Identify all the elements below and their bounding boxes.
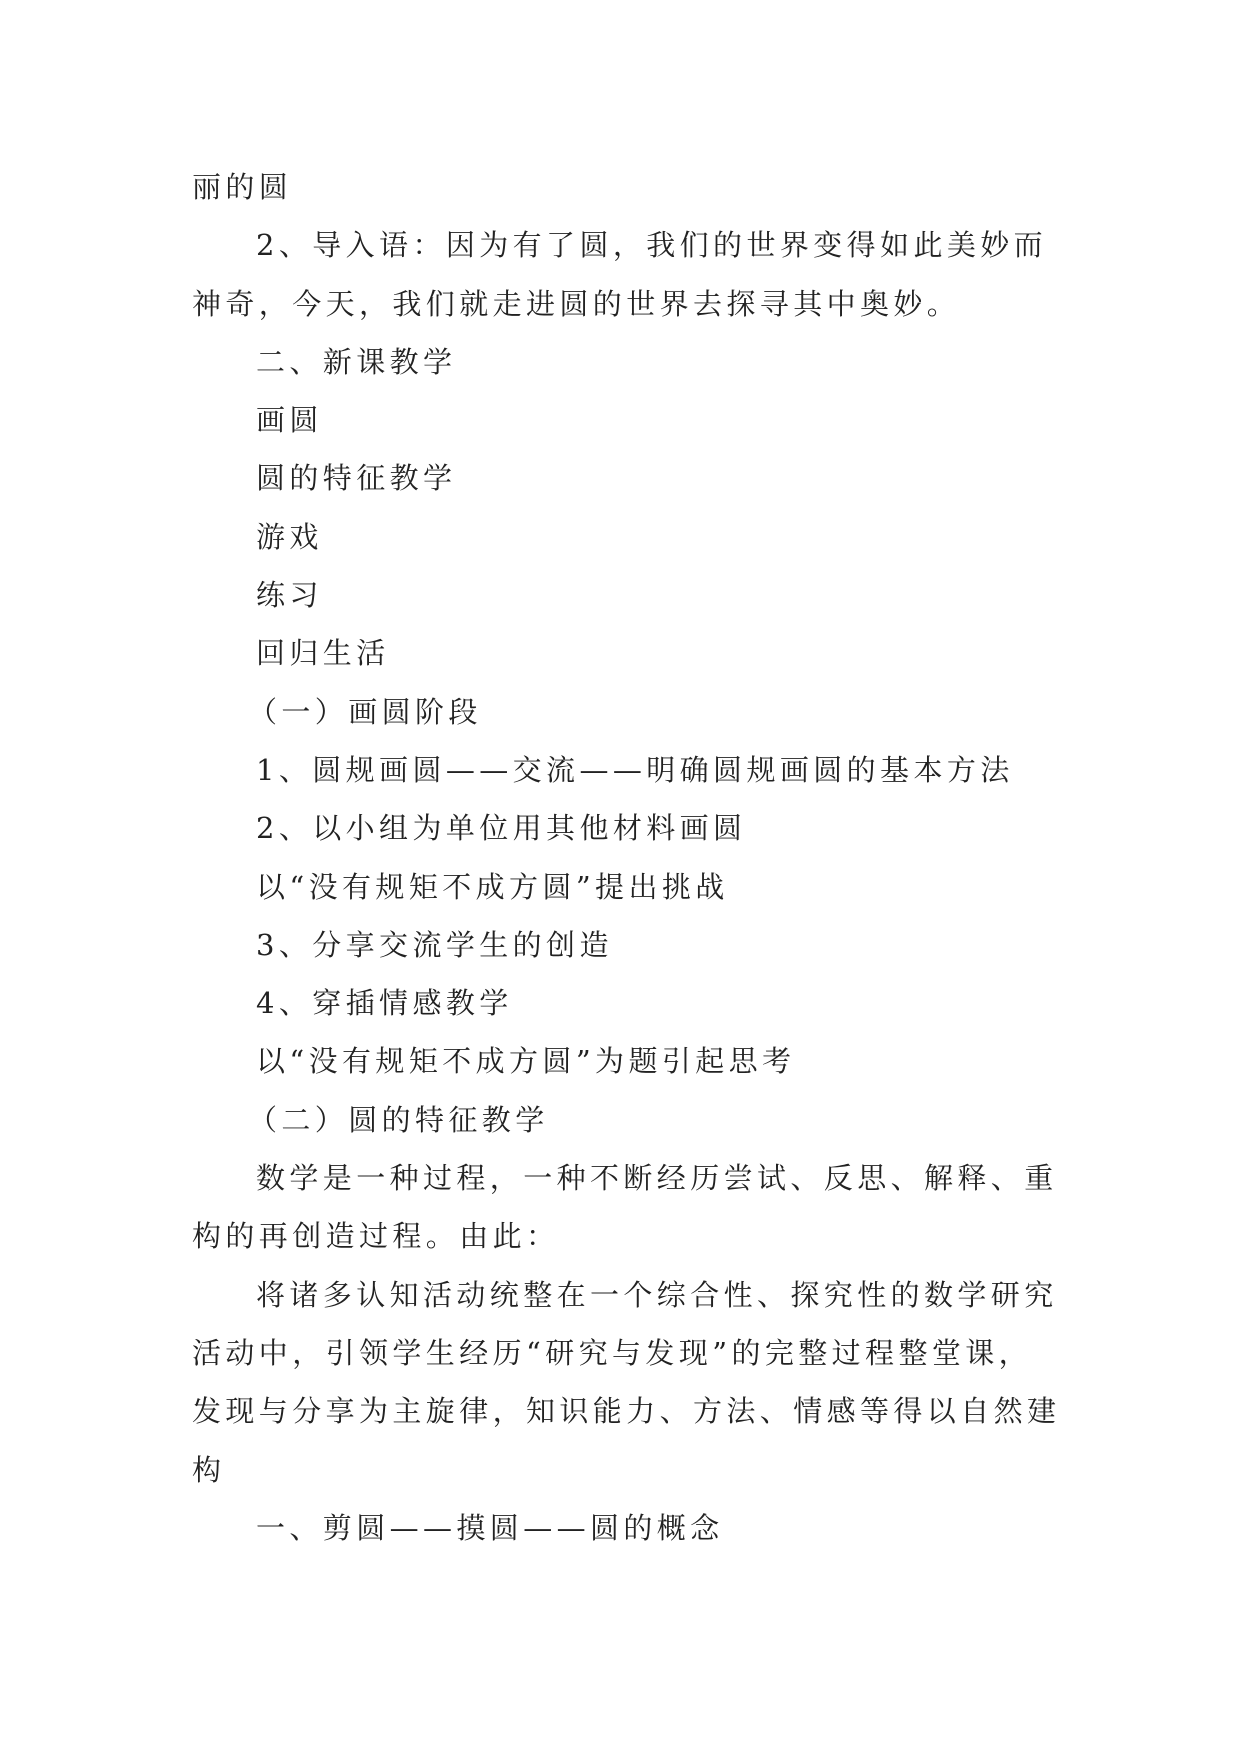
text-line: 画圆 [256,403,323,438]
subsection-heading: （一）画圆阶段 [248,694,482,729]
text-line: 构的再创造过程。由此： [192,1219,560,1254]
text-line: 发现与分享为主旋律，知识能力、方法、情感等得以自然建 [192,1394,1061,1429]
text-line: 活动中，引领学生经历“研究与发现”的完整过程整堂课， [192,1335,1033,1370]
text-line: 2、导入语：因为有了圆，我们的世界变得如此美妙而 [256,228,1048,263]
subsection-heading: （二）圆的特征教学 [248,1102,549,1137]
text-line: 丽的圆 [192,170,293,204]
text-line: 构 [192,1452,226,1487]
text-line: 圆的特征教学 [256,461,457,496]
text-line: 以“没有规矩不成方圆”为题引起思考 [256,1044,796,1079]
section-heading: 一、剪圆——摸圆——圆的概念 [256,1510,724,1545]
text-line: 练习 [256,578,323,613]
text-line: 回归生活 [256,636,390,671]
text-line: 数学是一种过程，一种不断经历尝试、反思、解释、重 [256,1161,1058,1196]
text-line: 1、圆规画圆——交流——明确圆规画圆的基本方法 [256,752,1014,787]
text-line: 3、分享交流学生的创造 [256,927,613,962]
text-line: 4、穿插情感教学 [256,986,513,1021]
text-line: 神奇，今天，我们就走进圆的世界去探寻其中奥妙。 [192,286,961,321]
text-line: 将诸多认知活动统整在一个综合性、探究性的数学研究 [256,1277,1058,1312]
section-heading: 二、新课教学 [256,344,457,379]
text-line: 游戏 [256,519,323,554]
text-line: 以“没有规矩不成方圆”提出挑战 [256,869,729,904]
document-body [192,158,1061,1557]
text-line: 2、以小组为单位用其他材料画圆 [256,811,747,846]
